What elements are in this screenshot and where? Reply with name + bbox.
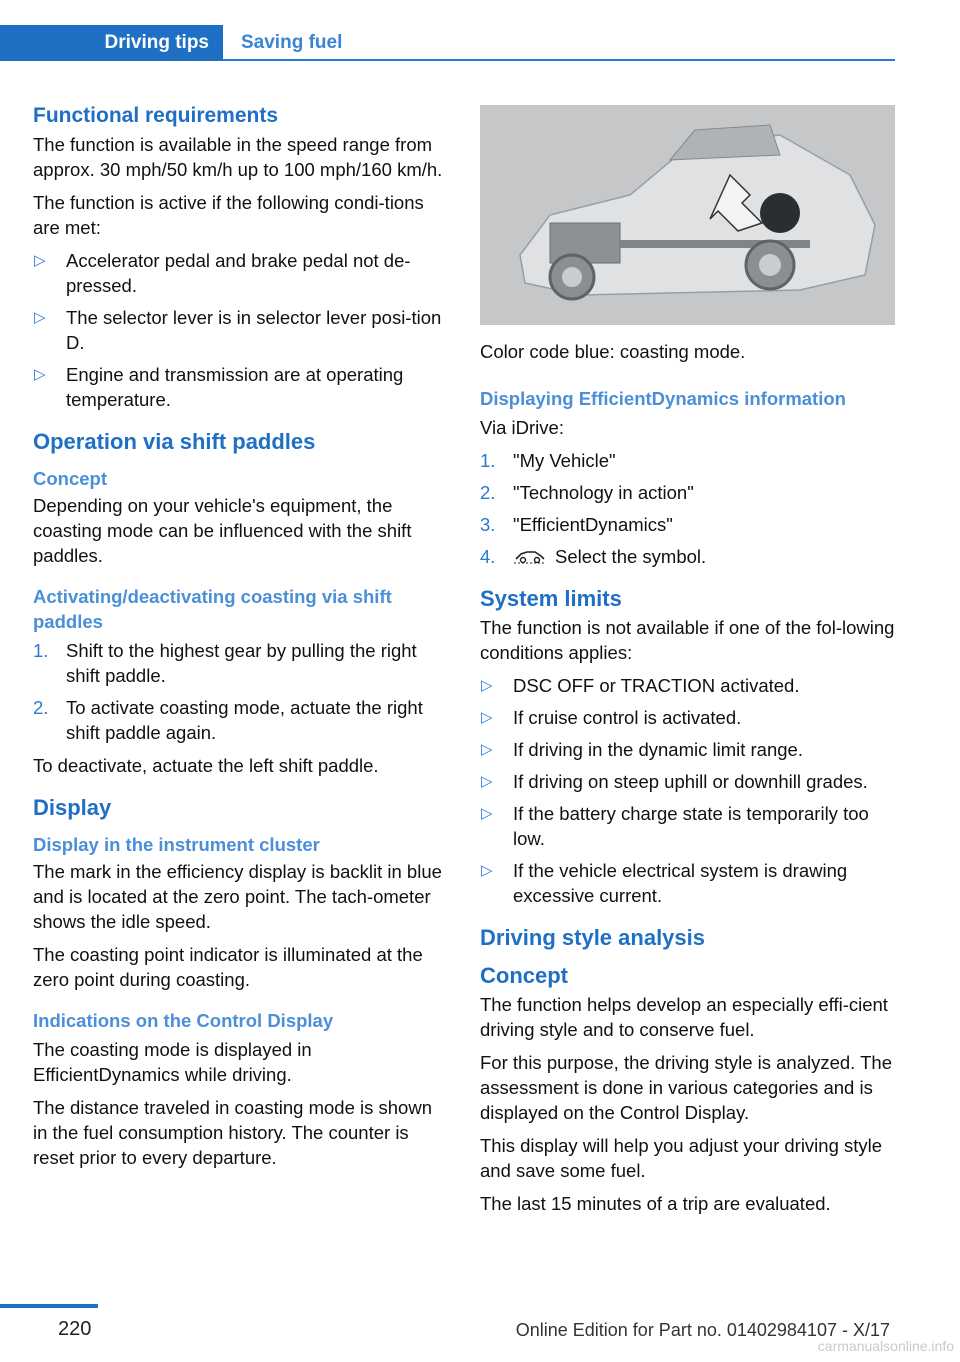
vehicle-figure <box>480 105 895 325</box>
list-item: ▷ DSC OFF or TRACTION activated. <box>481 674 800 696</box>
watermark: carmanualsonline.info <box>817 1338 954 1354</box>
limits-list <box>480 673 900 908</box>
list-item: ▷ If the battery charge state is temporarily too low. <box>481 802 869 849</box>
paragraph: The function is available in the speed range from approx. 30 mph/50 km/h up to 100 mph/160 km/h. <box>33 134 443 180</box>
edition-text: Online Edition for Part no. 01402984107 - X/17 <box>515 1320 890 1340</box>
paragraph: The mark in the efficiency display is backlit in blue and is located at the zero point. The tach‐ometer shows the idle speed. <box>33 861 442 932</box>
triangle-right-icon: ▷ <box>481 772 493 790</box>
paragraph: To deactivate, actuate the left shift paddle. <box>33 755 379 776</box>
tab-underline <box>223 59 895 61</box>
list-item: 1. "My Vehicle" <box>480 450 616 471</box>
tab-driving-tips[interactable]: Driving tips <box>0 25 223 61</box>
car-drivetrain-illustration <box>480 105 895 325</box>
list-item: 2. To activate coasting mode, actuate the right shift paddle again. <box>33 697 423 743</box>
triangle-right-icon: ▷ <box>34 366 46 383</box>
display-heading: Display <box>33 795 112 820</box>
concept-heading: Concept <box>33 468 107 489</box>
triangle-right-icon: ▷ <box>481 740 493 758</box>
list-item: ▷ The selector lever is in selector lever posi‐tion D. <box>34 307 442 353</box>
paragraph: The last 15 minutes of a trip are evaluated. <box>480 1192 831 1214</box>
figure-caption: Color code blue: coasting mode. <box>480 341 746 362</box>
section-tabbar <box>0 25 895 61</box>
paragraph: The function is not available if one of the fol‐lowing conditions applies: <box>480 616 895 663</box>
system-limits-heading: System limits <box>480 585 622 611</box>
list-item: ▷ Engine and transmission are at operating temperature. <box>34 364 404 410</box>
idrive-steps <box>480 448 900 571</box>
shift-paddles-heading: Operation via shift paddles <box>33 429 316 454</box>
style-concept-heading: Concept <box>480 962 568 988</box>
list-item: ▷ If the vehicle electrical system is drawing excessive current. <box>481 859 848 906</box>
list-item: ▷ If driving in the dynamic limit range. <box>481 738 803 760</box>
triangle-right-icon: ▷ <box>481 861 493 879</box>
list-item: 2. "Technology in action" <box>480 482 694 503</box>
coasting-car-icon <box>513 546 547 571</box>
paragraph: This display will help you adjust your driving style and save some fuel. <box>480 1134 883 1181</box>
paragraph: The function is active if the following condi‐tions are met: <box>33 192 424 238</box>
list-item: 4. Select the symbol. <box>480 544 900 571</box>
footer-rule <box>0 1304 98 1308</box>
left-column <box>33 100 451 1178</box>
triangle-right-icon: ▷ <box>481 676 493 694</box>
right-column <box>480 100 900 1224</box>
paragraph: Depending on your vehicle's equipment, the coasting mode can be influenced with the shift paddles. <box>33 495 412 566</box>
paragraph: The coasting point indicator is illuminated at the zero point during coasting. <box>33 944 423 990</box>
tab-saving-fuel[interactable]: Saving fuel <box>241 32 343 53</box>
control-display-heading: Indications on the Control Display <box>33 1010 334 1031</box>
list-item: ▷ If driving on steep uphill or downhill grades. <box>481 770 868 792</box>
driving-style-heading: Driving style analysis <box>480 924 705 950</box>
efficientdynamics-heading: Displaying EfficientDynamics information <box>480 388 846 409</box>
activating-steps <box>33 638 451 745</box>
triangle-right-icon: ▷ <box>481 708 493 726</box>
triangle-right-icon: ▷ <box>481 804 493 822</box>
functional-requirements-heading: Functional requirements <box>33 104 279 127</box>
paragraph: Via iDrive: <box>480 417 564 438</box>
list-item: ▷ Accelerator pedal and brake pedal not de‐pressed. <box>34 250 411 296</box>
instrument-cluster-heading: Display in the instrument cluster <box>33 834 320 855</box>
list-item: 3. "EfficientDynamics" <box>480 514 673 535</box>
page-number: 220 <box>58 1318 92 1340</box>
list-item: ▷ If cruise control is activated. <box>481 706 742 728</box>
triangle-right-icon: ▷ <box>34 309 46 326</box>
list-item: 1. Shift to the highest gear by pulling the right shift paddle. <box>33 640 417 686</box>
paragraph: For this purpose, the driving style is analyzed. The assessment is done in various categories and is displayed on the Control Display. <box>480 1051 893 1123</box>
triangle-right-icon: ▷ <box>34 252 46 269</box>
paragraph: The distance traveled in coasting mode is shown in the fuel consumption history. The counter is reset prior to every departure. <box>33 1097 432 1168</box>
paragraph: The function helps develop an especially effi‐cient driving style and to conserve fuel. <box>480 993 888 1040</box>
requirements-list <box>33 248 451 412</box>
paragraph: The coasting mode is displayed in EfficientDynamics while driving. <box>33 1039 312 1085</box>
activating-heading: Activating/deactivating coasting via shift paddles <box>33 586 392 632</box>
